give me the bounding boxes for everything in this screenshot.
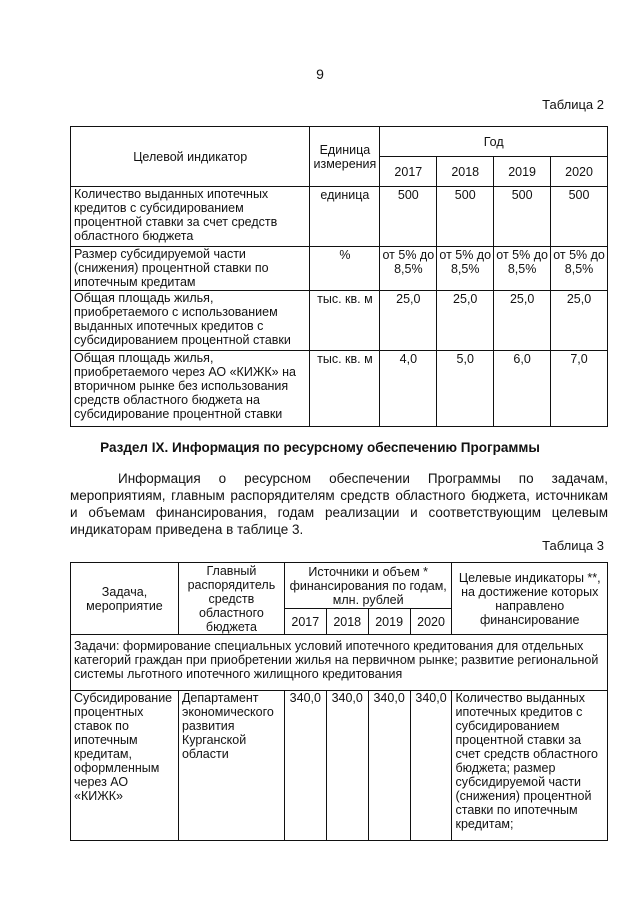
table3-caption: Таблица 3: [542, 538, 604, 553]
value-cell: от 5% до 8,5%: [494, 247, 551, 291]
value-cell: от 5% до 8,5%: [437, 247, 494, 291]
manager-cell: Департамент экономического развития Курганской области: [178, 691, 284, 841]
task-row: Задачи: формирование специальных условий ипотечного кредитования для отдельных категорий граждан при приобретении жилья на первичном рынке; развитие региональной системы льготного ипотечного жилищного кредитования: [71, 635, 608, 691]
header-year: 2019: [368, 609, 410, 635]
table-row: [71, 291, 608, 351]
indicators-cell: Количество выданных ипотечных кредитов с субсидированием процентной ставки за счет средств областного бюджета; размер субсидируемой части (снижения) процентной ставки по ипотечным кредитам;: [452, 691, 608, 841]
unit-cell: тыс. кв. м: [310, 291, 380, 351]
value-cell: 500: [437, 187, 494, 247]
header-year: 2018: [326, 609, 368, 635]
value-cell: 340,0: [410, 691, 452, 841]
header-year-group: Год: [380, 127, 608, 157]
header-indicators: Целевые индикаторы **, на достижение которых направлено финансирование: [452, 563, 608, 635]
header-year: 2018: [437, 157, 494, 187]
page-number: 9: [316, 66, 324, 82]
table-row: [71, 187, 608, 247]
header-year: 2020: [551, 157, 608, 187]
unit-cell: %: [310, 247, 380, 291]
intro-paragraph: Информация о ресурсном обеспечении Программы по задачам, мероприятиям, главным распорядителям средств областного бюджета, источникам и объемам финансирования, годам реализации и соответствующим целевым индикаторам приведена в таблице 3.: [70, 471, 608, 537]
target-indicators-table: [70, 126, 608, 427]
header-task: Задача, мероприятие: [71, 563, 179, 635]
value-cell: 25,0: [437, 291, 494, 351]
unit-cell: тыс. кв. м: [310, 351, 380, 427]
unit-cell: единица: [310, 187, 380, 247]
value-cell: 5,0: [437, 351, 494, 427]
value-cell: 340,0: [368, 691, 410, 841]
value-cell: 500: [380, 187, 437, 247]
value-cell: 4,0: [380, 351, 437, 427]
task-cell: Субсидирование процентных ставок по ипотечным кредитам, оформленным через АО «КИЖК»: [71, 691, 179, 841]
table-row: [71, 247, 608, 291]
table2-caption: Таблица 2: [542, 97, 604, 112]
value-cell: 6,0: [494, 351, 551, 427]
value-cell: 500: [551, 187, 608, 247]
table-row: [71, 351, 608, 427]
header-year: 2020: [410, 609, 452, 635]
value-cell: от 5% до 8,5%: [551, 247, 608, 291]
value-cell: от 5% до 8,5%: [380, 247, 437, 291]
indicator-cell: Общая площадь жилья, приобретаемого через АО «КИЖК» на вторичном рынке без использования средств областного бюджета на субсидирование процентной ставки: [71, 351, 310, 427]
header-sources: Источники и объем * финансирования по годам, млн. рублей: [284, 563, 452, 609]
value-cell: 25,0: [380, 291, 437, 351]
value-cell: 25,0: [494, 291, 551, 351]
indicator-cell: Размер субсидируемой части (снижения) процентной ставки по ипотечным кредитам: [71, 247, 310, 291]
indicator-cell: Общая площадь жилья, приобретаемого с использованием выданных ипотечных кредитов с субсидированием процентной ставки: [71, 291, 310, 351]
value-cell: 25,0: [551, 291, 608, 351]
value-cell: 7,0: [551, 351, 608, 427]
header-year: 2017: [380, 157, 437, 187]
value-cell: 340,0: [326, 691, 368, 841]
header-year: 2019: [494, 157, 551, 187]
section-title: Раздел IX. Информация по ресурсному обеспечению Программы: [100, 440, 540, 455]
value-cell: 500: [494, 187, 551, 247]
header-unit: Единица измерения: [310, 127, 380, 187]
table-row: [71, 691, 608, 841]
indicator-cell: Количество выданных ипотечных кредитов с субсидированием процентной ставки за счет средств областного бюджета: [71, 187, 310, 247]
value-cell: 340,0: [284, 691, 326, 841]
header-manager: Главный распорядитель средств областного бюджета: [178, 563, 284, 635]
header-year: 2017: [284, 609, 326, 635]
header-indicator: Целевой индикатор: [71, 127, 310, 187]
resource-table: [70, 562, 608, 841]
